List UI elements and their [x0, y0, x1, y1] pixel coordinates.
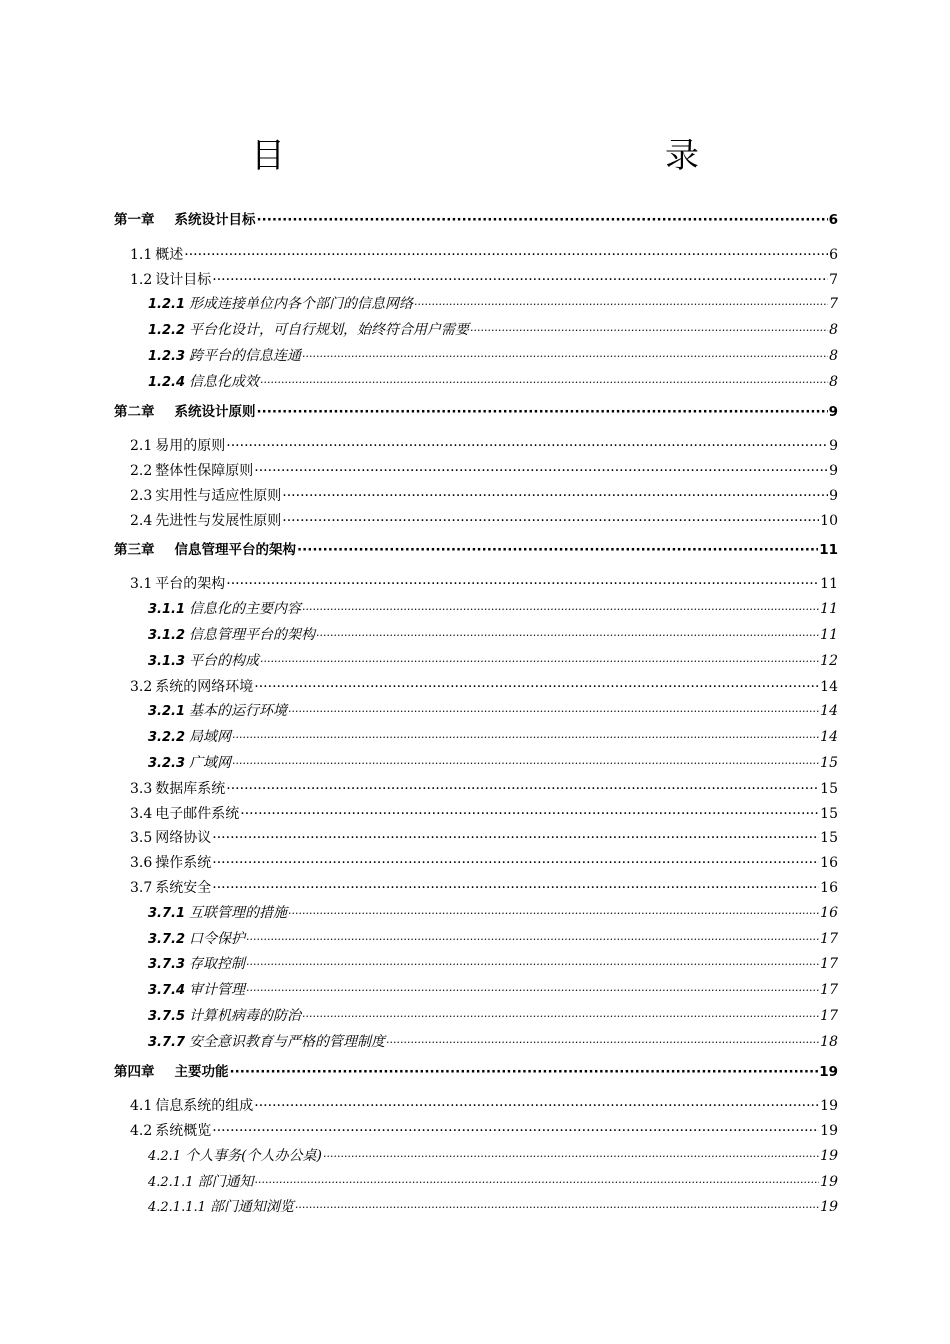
toc-entry-number: 3.1.3 [148, 653, 186, 669]
toc-entry-number: 3.7.7 [148, 1034, 186, 1050]
toc-entry-label [130, 802, 239, 827]
toc-leader-dots [257, 400, 828, 425]
toc-entry-label [148, 927, 245, 953]
toc-entry-label [148, 725, 231, 751]
toc-entry[interactable] [114, 851, 838, 876]
toc-entry-title: 信息化成效 [189, 373, 260, 390]
toc-entry-label [130, 484, 281, 509]
toc-leader-dots [297, 538, 818, 563]
toc-entry[interactable] [114, 649, 838, 675]
toc-entry-number: 3.4 [130, 805, 153, 822]
toc-entry[interactable] [114, 292, 838, 318]
toc-entry-title: 平台的构成 [189, 652, 260, 669]
toc-entry-number: 3.5 [130, 830, 153, 847]
toc-entry-title: 广域网 [189, 754, 232, 771]
toc-entry[interactable] [114, 1119, 838, 1144]
toc-entry-number: 3.2.3 [148, 755, 186, 771]
toc-entry-label [148, 1004, 301, 1030]
toc-entry[interactable] [114, 901, 838, 927]
toc-leader-dots [230, 1060, 819, 1085]
toc-entry-label [148, 978, 245, 1004]
toc-page-number: 7 [829, 296, 838, 313]
toc-page-number: 8 [829, 347, 838, 364]
toc-page-number: 6 [828, 212, 838, 228]
toc-page-number: 15 [820, 830, 838, 847]
toc-entry-label [148, 1170, 253, 1196]
toc-entry[interactable] [114, 484, 838, 509]
toc-entry-number: 第三章 [114, 541, 155, 558]
toc-entry-label [114, 208, 256, 233]
toc-chapter-entry[interactable] [114, 400, 838, 425]
toc-leader-dots [254, 1094, 819, 1119]
toc-leader-dots [212, 851, 819, 876]
toc-entry[interactable] [114, 434, 838, 459]
toc-leader-dots [288, 699, 819, 725]
toc-entry-title: 部门通知浏览 [209, 1199, 294, 1216]
toc-entry[interactable] [114, 370, 838, 396]
toc-page-number: 15 [820, 780, 838, 797]
toc-entry-label [148, 318, 469, 344]
toc-entry[interactable] [114, 459, 838, 484]
toc-entry[interactable] [114, 623, 838, 649]
toc-entry-label [130, 777, 225, 802]
toc-entry[interactable] [114, 777, 838, 802]
toc-entry-title: 信息管理平台的架构 [174, 541, 296, 558]
toc-entry-title: 操作系统 [155, 855, 212, 872]
toc-leader-dots [302, 597, 819, 623]
toc-entry[interactable] [114, 978, 838, 1004]
toc-entry-label [130, 1119, 211, 1144]
toc-leader-dots [260, 649, 819, 675]
toc-page-number: 19 [820, 1123, 838, 1140]
toc-entry-label [130, 268, 211, 293]
toc-leader-dots [282, 484, 828, 509]
toc-entry-number: 3.1.2 [148, 627, 186, 643]
toc-leader-dots [226, 434, 828, 459]
toc-leader-dots [212, 1119, 819, 1144]
toc-entry-label [148, 751, 231, 777]
toc-entry-number: 4.2 [130, 1123, 153, 1140]
toc-page-number: 12 [820, 652, 838, 669]
toc-entry-label [114, 1060, 229, 1085]
toc-page-number: 17 [820, 956, 838, 973]
toc-page-number: 11 [820, 601, 838, 618]
toc-entry-number: 2.1 [130, 438, 153, 455]
toc-entry-number: 1.2.2 [148, 323, 186, 339]
toc-entry-label [130, 243, 183, 268]
toc-entry-label [130, 675, 253, 700]
toc-page-number: 17 [820, 930, 838, 947]
toc-entry-number: 3.7.1 [148, 905, 186, 921]
toc-entry-label [148, 623, 315, 649]
toc-entry[interactable] [114, 318, 838, 344]
toc-chapter-entry[interactable] [114, 538, 838, 563]
toc-entry-title: 存取控制 [189, 956, 246, 973]
toc-chapter-entry[interactable] [114, 1060, 838, 1085]
toc-entry-title: 部门通知 [197, 1173, 254, 1190]
toc-page-number: 19 [820, 1098, 838, 1115]
toc-entry-number: 3.2.2 [148, 730, 186, 746]
toc-entry-number: 1.1 [130, 246, 153, 263]
toc-entry-label [130, 851, 211, 876]
toc-entry-number: 3.2 [130, 678, 153, 695]
toc-entry-number: 4.2.1 [148, 1148, 182, 1164]
toc-leader-dots [414, 292, 828, 318]
toc-page-number: 8 [829, 322, 838, 339]
toc-page-number: 9 [829, 487, 838, 504]
toc-entry-number: 3.6 [130, 855, 153, 872]
toc-page-number: 14 [820, 678, 838, 695]
toc-entry-title: 系统的网络环境 [155, 678, 254, 695]
toc-entry[interactable] [114, 572, 838, 597]
toc-leader-dots [246, 952, 819, 978]
toc-entry-number: 3.7.3 [148, 957, 186, 973]
toc-page-number: 15 [820, 805, 838, 822]
toc-entry-number: 1.2 [130, 271, 153, 288]
toc-leader-dots [302, 344, 828, 370]
toc-entry[interactable] [114, 751, 838, 777]
toc-page-number: 14 [820, 729, 838, 746]
toc-entry-number: 4.2.1.1 [148, 1174, 194, 1190]
toc-leader-dots [212, 876, 819, 901]
toc-entry-number: 第四章 [114, 1063, 155, 1080]
toc-page-number: 11 [819, 541, 838, 558]
toc-entry-title: 概述 [155, 246, 184, 263]
toc-entry[interactable] [114, 826, 838, 851]
toc-entry[interactable] [114, 802, 838, 827]
toc-leader-dots [323, 1144, 819, 1170]
toc-entry-number: 3.1.1 [148, 602, 186, 618]
toc-entry[interactable] [114, 597, 838, 623]
toc-entry-title: 计算机病毒的防治 [189, 1007, 302, 1024]
toc-entry-title: 系统设计原则 [174, 403, 256, 420]
toc-leader-dots [226, 572, 819, 597]
toc-entry-label [148, 1030, 385, 1056]
toc-entry-number: 1.2.3 [148, 348, 186, 364]
toc-leader-dots [260, 370, 828, 396]
toc-entry-title: 易用的原则 [155, 438, 226, 455]
toc-entry-title: 互联管理的措施 [189, 904, 288, 921]
toc-page-number: 9 [828, 403, 838, 420]
toc-leader-dots [232, 751, 819, 777]
toc-entry-title: 整体性保障原则 [155, 463, 254, 480]
toc-entry[interactable] [114, 952, 838, 978]
toc-entry-number: 4.2.1.1.1 [148, 1200, 206, 1216]
toc-entry[interactable] [114, 699, 838, 725]
toc-page-number: 17 [820, 1007, 838, 1024]
toc-entry[interactable] [114, 927, 838, 953]
toc-entry-title: 设计目标 [155, 271, 212, 288]
toc-entry[interactable] [114, 344, 838, 370]
toc-entry-number: 3.7 [130, 879, 153, 896]
toc-entry-label [148, 699, 287, 725]
toc-leader-dots [212, 826, 819, 851]
toc-entry[interactable] [114, 1030, 838, 1056]
toc-entry-number: 1.2.1 [148, 297, 186, 313]
toc-entry-number: 2.4 [130, 512, 153, 529]
toc-entry-title: 系统概览 [155, 1123, 212, 1140]
toc-entry-number: 第二章 [114, 403, 155, 420]
toc-entry-label [130, 826, 211, 851]
toc-entry-label [148, 1195, 294, 1221]
toc-page-number: 18 [820, 1033, 838, 1050]
toc-entry-title: 系统安全 [155, 879, 212, 896]
toc-entry-label [148, 597, 301, 623]
toc-entry-label [148, 952, 245, 978]
toc-entry-title: 信息化的主要内容 [189, 601, 302, 618]
toc-entry-title: 数据库系统 [155, 780, 226, 797]
toc-page-number: 11 [820, 626, 838, 643]
toc-entry-label [148, 649, 259, 675]
toc-entry-title: 先进性与发展性原则 [155, 512, 282, 529]
toc-entry-title: 基本的运行环境 [189, 703, 288, 720]
toc-page-number: 9 [829, 438, 838, 455]
toc-entry[interactable] [114, 725, 838, 751]
toc-entry-number: 4.1 [130, 1098, 153, 1115]
toc-page-number: 6 [829, 246, 838, 263]
toc-entry-number: 3.3 [130, 780, 153, 797]
toc-entry-label [148, 370, 259, 396]
toc-leader-dots [254, 459, 828, 484]
toc-entry[interactable] [114, 675, 838, 700]
toc-entry-number: 3.1 [130, 576, 153, 593]
table-of-contents [114, 204, 838, 1221]
toc-page-number: 11 [820, 576, 838, 593]
toc-entry-title: 个人事务(个人办公桌) [185, 1147, 323, 1164]
toc-entry[interactable] [114, 268, 838, 293]
toc-page-number: 14 [820, 703, 838, 720]
toc-leader-dots [212, 268, 828, 293]
toc-entry-label [148, 292, 413, 318]
toc-leader-dots [282, 509, 819, 534]
toc-entry-number: 2.3 [130, 487, 153, 504]
toc-entry-title: 系统设计目标 [174, 212, 256, 228]
toc-entry-title: 实用性与适应性原则 [155, 487, 282, 504]
toc-entry-title: 信息系统的组成 [155, 1098, 254, 1115]
toc-entry-number: 3.7.2 [148, 931, 186, 947]
toc-leader-dots [295, 1195, 819, 1221]
toc-leader-dots [240, 802, 819, 827]
toc-leader-dots [246, 978, 819, 1004]
toc-entry-title: 网络协议 [155, 830, 212, 847]
toc-entry-number: 1.2.4 [148, 374, 186, 390]
toc-entry-label [148, 901, 287, 927]
toc-leader-dots [246, 927, 819, 953]
toc-page-number: 19 [820, 1199, 838, 1216]
toc-entry-label [130, 434, 225, 459]
toc-page-number: 15 [820, 754, 838, 771]
toc-entry-title: 形成连接单位内各个部门的信息网络 [189, 296, 414, 313]
toc-entry-label [148, 1144, 322, 1170]
toc-entry-title: 平台化设计，可自行规划，始终符合用户需要 [189, 322, 470, 339]
toc-leader-dots [302, 1004, 819, 1030]
toc-entry-number: 3.7.5 [148, 1008, 186, 1024]
toc-entry-title: 安全意识教育与严格的管理制度 [189, 1033, 386, 1050]
toc-leader-dots [386, 1030, 819, 1056]
toc-page-number: 8 [829, 373, 838, 390]
toc-entry[interactable] [114, 1004, 838, 1030]
toc-entry-label [114, 538, 296, 563]
toc-page-number: 9 [829, 463, 838, 480]
toc-entry[interactable] [114, 1195, 838, 1221]
toc-entry-title: 平台的架构 [155, 576, 226, 593]
toc-entry-label [130, 1094, 253, 1119]
toc-chapter-entry[interactable] [114, 208, 838, 233]
toc-page-number: 16 [820, 879, 838, 896]
toc-page-number: 17 [820, 982, 838, 999]
toc-entry[interactable] [114, 509, 838, 534]
toc-entry[interactable] [114, 1170, 838, 1196]
toc-leader-dots [226, 777, 819, 802]
toc-entry-number: 3.2.1 [148, 704, 186, 720]
toc-leader-dots [470, 318, 828, 344]
toc-page-number: 16 [820, 855, 838, 872]
toc-entry-title: 局域网 [189, 729, 232, 746]
toc-entry-title: 主要功能 [174, 1063, 229, 1080]
toc-entry[interactable] [114, 876, 838, 901]
toc-entry-label [148, 344, 301, 370]
toc-page-number: 19 [819, 1063, 838, 1080]
toc-leader-dots [232, 725, 819, 751]
toc-leader-dots [288, 901, 819, 927]
toc-leader-dots [257, 208, 828, 233]
toc-entry-title: 信息管理平台的架构 [189, 626, 316, 643]
toc-leader-dots [254, 675, 819, 700]
toc-page-number: 10 [820, 512, 838, 529]
toc-entry-title: 审计管理 [189, 982, 246, 999]
toc-leader-dots [316, 623, 819, 649]
toc-page-number: 19 [820, 1147, 838, 1164]
toc-page-number: 16 [820, 904, 838, 921]
toc-entry-label [130, 459, 253, 484]
toc-entry-title: 电子邮件系统 [155, 805, 240, 822]
toc-entry-number: 2.2 [130, 463, 153, 480]
toc-leader-dots [184, 243, 828, 268]
toc-entry-number: 第一章 [114, 212, 155, 228]
toc-entry-label [130, 509, 281, 534]
toc-entry[interactable] [114, 1094, 838, 1119]
toc-page-number: 7 [829, 271, 838, 288]
toc-entry[interactable] [114, 1144, 838, 1170]
toc-leader-dots [254, 1170, 819, 1196]
toc-entry-label [130, 876, 211, 901]
page-title: 目 录 [251, 136, 803, 176]
toc-entry-title: 跨平台的信息连通 [189, 347, 302, 364]
toc-page-number: 19 [820, 1173, 838, 1190]
toc-entry-number: 3.7.4 [148, 983, 186, 999]
toc-entry-label [114, 400, 256, 425]
toc-entry-title: 口令保护 [189, 930, 246, 947]
toc-entry[interactable] [114, 243, 838, 268]
toc-entry-label [130, 572, 225, 597]
